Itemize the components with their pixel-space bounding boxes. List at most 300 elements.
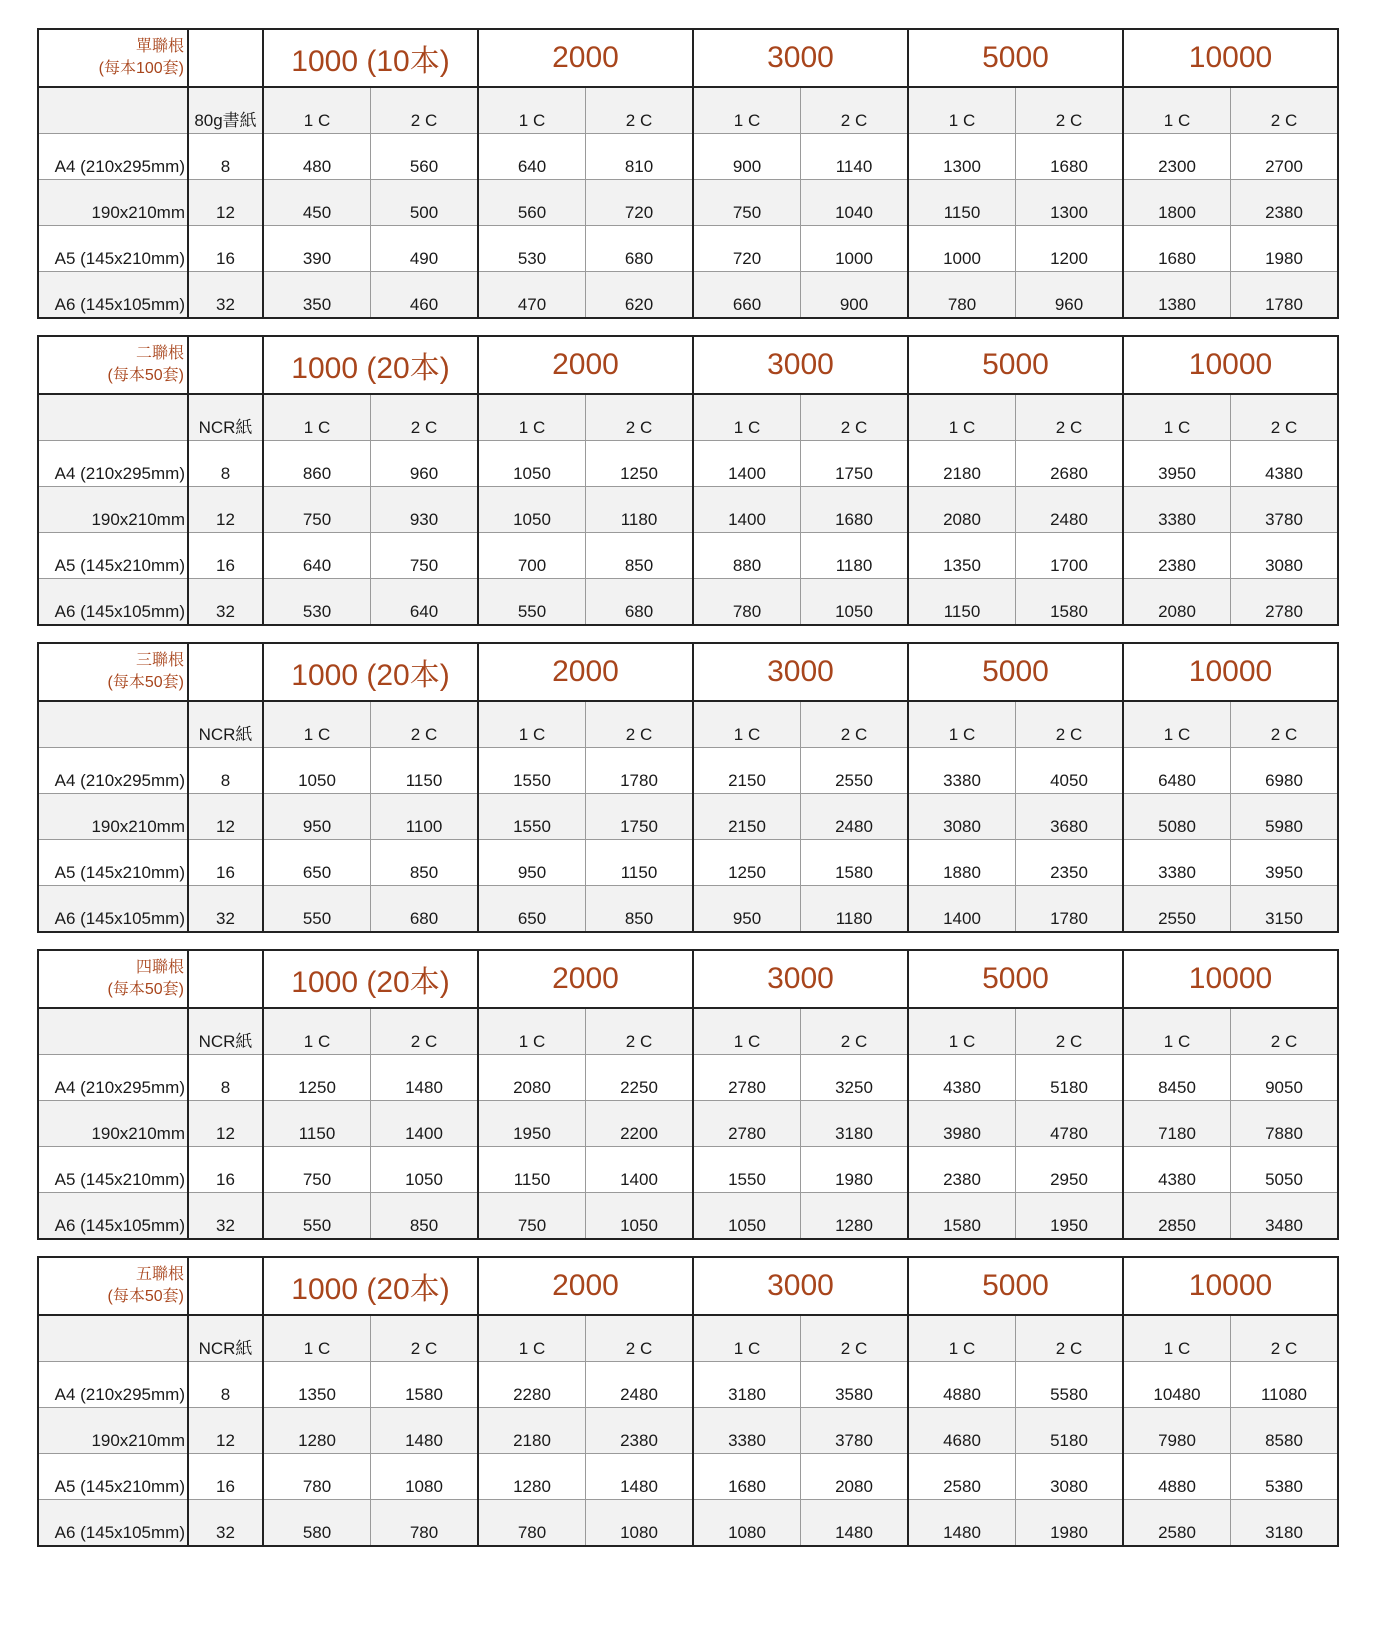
price-cell: 3080 bbox=[908, 794, 1016, 840]
price-cell: 7880 bbox=[1231, 1101, 1339, 1147]
price-cell: 2950 bbox=[1016, 1147, 1124, 1193]
quantity-header: 1000 (20本) bbox=[263, 1257, 478, 1315]
price-cell: 390 bbox=[263, 226, 371, 272]
price-cell: 2200 bbox=[586, 1101, 694, 1147]
price-cell: 1550 bbox=[478, 748, 586, 794]
price-cell: 7180 bbox=[1123, 1101, 1231, 1147]
quantity-header: 3000 bbox=[693, 336, 908, 394]
price-cell: 1680 bbox=[801, 487, 909, 533]
price-cell: 3380 bbox=[693, 1408, 801, 1454]
product-unit: (每本50套) bbox=[107, 674, 184, 691]
size-label: 190x210mm bbox=[38, 487, 188, 533]
price-cell: 4050 bbox=[1016, 748, 1124, 794]
quantity-header: 2000 bbox=[478, 336, 693, 394]
price-cell: 2700 bbox=[1231, 134, 1339, 180]
table-title bbox=[38, 643, 188, 701]
price-cell: 1550 bbox=[478, 794, 586, 840]
blank-cell bbox=[188, 336, 263, 394]
color-label-2c: 2 C bbox=[371, 1008, 479, 1055]
color-label-2c: 2 C bbox=[371, 1315, 479, 1362]
price-cell: 1050 bbox=[371, 1147, 479, 1193]
product-title: 四聯根 bbox=[135, 959, 184, 976]
page-count: 16 bbox=[188, 226, 263, 272]
price-cell: 1080 bbox=[693, 1500, 801, 1547]
size-label: A4 (210x295mm) bbox=[38, 134, 188, 180]
quantity-header: 3000 bbox=[693, 29, 908, 87]
price-cell: 1550 bbox=[693, 1147, 801, 1193]
price-cell: 1480 bbox=[371, 1055, 479, 1101]
price-cell: 2150 bbox=[693, 794, 801, 840]
price-cell: 1150 bbox=[586, 840, 694, 886]
price-cell: 3250 bbox=[801, 1055, 909, 1101]
size-label: 190x210mm bbox=[38, 1101, 188, 1147]
price-cell: 780 bbox=[693, 579, 801, 626]
page-count: 12 bbox=[188, 487, 263, 533]
color-label-1c: 1 C bbox=[478, 1008, 586, 1055]
price-cell: 550 bbox=[263, 886, 371, 933]
price-cell: 1480 bbox=[908, 1500, 1016, 1547]
table-row bbox=[38, 1500, 1338, 1547]
size-label: 190x210mm bbox=[38, 794, 188, 840]
quantity-header: 1000 (20本) bbox=[263, 336, 478, 394]
price-cell: 1100 bbox=[371, 794, 479, 840]
price-cell: 640 bbox=[371, 579, 479, 626]
price-cell: 650 bbox=[478, 886, 586, 933]
price-cell: 680 bbox=[586, 226, 694, 272]
table-row bbox=[38, 1101, 1338, 1147]
color-label-2c: 2 C bbox=[586, 1008, 694, 1055]
price-cell: 2480 bbox=[586, 1362, 694, 1408]
price-cell: 2180 bbox=[478, 1408, 586, 1454]
price-cell: 1250 bbox=[693, 840, 801, 886]
price-cell: 700 bbox=[478, 533, 586, 579]
page-count: 32 bbox=[188, 1193, 263, 1240]
color-label-1c: 1 C bbox=[263, 394, 371, 441]
size-label: A6 (145x105mm) bbox=[38, 886, 188, 933]
quantity-header: 2000 bbox=[478, 950, 693, 1008]
blank-cell bbox=[188, 643, 263, 701]
price-cell: 950 bbox=[263, 794, 371, 840]
page-count: 16 bbox=[188, 840, 263, 886]
size-label: A5 (145x210mm) bbox=[38, 840, 188, 886]
price-cell: 480 bbox=[263, 134, 371, 180]
price-cell: 850 bbox=[371, 840, 479, 886]
size-header bbox=[38, 87, 188, 134]
product-title: 二聯根 bbox=[135, 345, 184, 362]
price-cell: 900 bbox=[693, 134, 801, 180]
size-label: A6 (145x105mm) bbox=[38, 272, 188, 319]
size-label: A5 (145x210mm) bbox=[38, 1454, 188, 1500]
price-cell: 1980 bbox=[1231, 226, 1339, 272]
price-cell: 1950 bbox=[1016, 1193, 1124, 1240]
table-title bbox=[38, 29, 188, 87]
quantity-header: 5000 bbox=[908, 29, 1123, 87]
price-cell: 1180 bbox=[801, 533, 909, 579]
table-row bbox=[38, 226, 1338, 272]
color-label-2c: 2 C bbox=[586, 394, 694, 441]
price-cell: 3380 bbox=[908, 748, 1016, 794]
page-count: 32 bbox=[188, 1500, 263, 1547]
price-cell: 3180 bbox=[1231, 1500, 1339, 1547]
price-table bbox=[37, 949, 1339, 1240]
quantity-header: 1000 (10本) bbox=[263, 29, 478, 87]
paper-type: NCR紙 bbox=[188, 701, 263, 748]
table-row bbox=[38, 441, 1338, 487]
quantity-header: 3000 bbox=[693, 643, 908, 701]
paper-type: NCR紙 bbox=[188, 1315, 263, 1362]
product-unit: (每本50套) bbox=[107, 981, 184, 998]
price-cell: 3780 bbox=[801, 1408, 909, 1454]
price-cell: 1780 bbox=[586, 748, 694, 794]
price-cell: 1580 bbox=[371, 1362, 479, 1408]
table-title bbox=[38, 1257, 188, 1315]
color-label-2c: 2 C bbox=[1231, 701, 1339, 748]
size-header bbox=[38, 394, 188, 441]
product-title: 三聯根 bbox=[135, 652, 184, 669]
price-cell: 750 bbox=[693, 180, 801, 226]
price-cell: 450 bbox=[263, 180, 371, 226]
price-cell: 960 bbox=[371, 441, 479, 487]
price-cell: 2780 bbox=[693, 1101, 801, 1147]
quantity-header-row bbox=[38, 1257, 1338, 1315]
price-cell: 3980 bbox=[908, 1101, 1016, 1147]
page-count: 12 bbox=[188, 180, 263, 226]
price-cell: 6980 bbox=[1231, 748, 1339, 794]
price-cell: 1780 bbox=[1016, 886, 1124, 933]
price-cell: 10480 bbox=[1123, 1362, 1231, 1408]
price-cell: 5180 bbox=[1016, 1055, 1124, 1101]
price-cell: 750 bbox=[263, 487, 371, 533]
price-cell: 2480 bbox=[801, 794, 909, 840]
size-label: A4 (210x295mm) bbox=[38, 441, 188, 487]
color-label-1c: 1 C bbox=[263, 701, 371, 748]
table-row bbox=[38, 579, 1338, 626]
price-cell: 2300 bbox=[1123, 134, 1231, 180]
quantity-header: 10000 bbox=[1123, 643, 1338, 701]
color-header-row bbox=[38, 1008, 1338, 1055]
quantity-header: 10000 bbox=[1123, 1257, 1338, 1315]
color-label-1c: 1 C bbox=[908, 1315, 1016, 1362]
table-row bbox=[38, 1147, 1338, 1193]
page-count: 16 bbox=[188, 1454, 263, 1500]
price-cell: 11080 bbox=[1231, 1362, 1339, 1408]
product-unit: (每本50套) bbox=[107, 367, 184, 384]
table-row bbox=[38, 794, 1338, 840]
price-cell: 780 bbox=[263, 1454, 371, 1500]
price-cell: 2180 bbox=[908, 441, 1016, 487]
size-label: A5 (145x210mm) bbox=[38, 1147, 188, 1193]
quantity-header: 3000 bbox=[693, 950, 908, 1008]
color-label-2c: 2 C bbox=[371, 701, 479, 748]
quantity-header: 10000 bbox=[1123, 336, 1338, 394]
color-label-2c: 2 C bbox=[1231, 87, 1339, 134]
quantity-header: 10000 bbox=[1123, 950, 1338, 1008]
price-cell: 960 bbox=[1016, 272, 1124, 319]
price-cell: 1480 bbox=[586, 1454, 694, 1500]
color-label-1c: 1 C bbox=[693, 701, 801, 748]
color-header-row bbox=[38, 701, 1338, 748]
color-label-1c: 1 C bbox=[263, 87, 371, 134]
color-label-1c: 1 C bbox=[693, 1008, 801, 1055]
price-cell: 1000 bbox=[801, 226, 909, 272]
price-cell: 1150 bbox=[908, 579, 1016, 626]
price-cell: 1050 bbox=[586, 1193, 694, 1240]
price-cell: 500 bbox=[371, 180, 479, 226]
color-label-1c: 1 C bbox=[693, 1315, 801, 1362]
page-count: 8 bbox=[188, 1362, 263, 1408]
quantity-header: 3000 bbox=[693, 1257, 908, 1315]
price-cell: 3950 bbox=[1123, 441, 1231, 487]
color-label-2c: 2 C bbox=[801, 701, 909, 748]
size-label: 190x210mm bbox=[38, 180, 188, 226]
price-cell: 1250 bbox=[586, 441, 694, 487]
page-count: 16 bbox=[188, 533, 263, 579]
price-cell: 1180 bbox=[801, 886, 909, 933]
price-cell: 1050 bbox=[478, 441, 586, 487]
quantity-header: 2000 bbox=[478, 29, 693, 87]
color-label-1c: 1 C bbox=[1123, 394, 1231, 441]
price-cell: 550 bbox=[263, 1193, 371, 1240]
price-cell: 1750 bbox=[801, 441, 909, 487]
price-cell: 2380 bbox=[1231, 180, 1339, 226]
color-label-2c: 2 C bbox=[1016, 701, 1124, 748]
price-cell: 1400 bbox=[371, 1101, 479, 1147]
color-label-1c: 1 C bbox=[908, 1008, 1016, 1055]
color-label-1c: 1 C bbox=[1123, 701, 1231, 748]
price-cell: 1480 bbox=[371, 1408, 479, 1454]
price-cell: 1580 bbox=[801, 840, 909, 886]
table-row bbox=[38, 272, 1338, 319]
price-cell: 3950 bbox=[1231, 840, 1339, 886]
price-cell: 1150 bbox=[478, 1147, 586, 1193]
size-label: A6 (145x105mm) bbox=[38, 1193, 188, 1240]
price-cell: 1980 bbox=[801, 1147, 909, 1193]
color-label-2c: 2 C bbox=[801, 1315, 909, 1362]
price-cell: 850 bbox=[586, 533, 694, 579]
color-label-1c: 1 C bbox=[908, 701, 1016, 748]
quantity-header: 5000 bbox=[908, 336, 1123, 394]
price-cell: 3380 bbox=[1123, 487, 1231, 533]
color-label-1c: 1 C bbox=[478, 1315, 586, 1362]
price-cell: 580 bbox=[263, 1500, 371, 1547]
price-cell: 720 bbox=[693, 226, 801, 272]
quantity-header: 1000 (20本) bbox=[263, 643, 478, 701]
color-header-row bbox=[38, 87, 1338, 134]
product-unit: (每本50套) bbox=[107, 1288, 184, 1305]
quantity-header-row bbox=[38, 643, 1338, 701]
price-cell: 1280 bbox=[263, 1408, 371, 1454]
page-count: 8 bbox=[188, 1055, 263, 1101]
price-cell: 680 bbox=[586, 579, 694, 626]
price-cell: 850 bbox=[586, 886, 694, 933]
price-cell: 3480 bbox=[1231, 1193, 1339, 1240]
price-cell: 1580 bbox=[1016, 579, 1124, 626]
price-cell: 660 bbox=[693, 272, 801, 319]
price-cell: 860 bbox=[263, 441, 371, 487]
price-cell: 1400 bbox=[693, 441, 801, 487]
price-cell: 1800 bbox=[1123, 180, 1231, 226]
price-cell: 1300 bbox=[908, 134, 1016, 180]
price-cell: 1000 bbox=[908, 226, 1016, 272]
price-cell: 950 bbox=[478, 840, 586, 886]
color-header-row bbox=[38, 1315, 1338, 1362]
color-label-2c: 2 C bbox=[586, 1315, 694, 1362]
price-cell: 1880 bbox=[908, 840, 1016, 886]
size-header bbox=[38, 1008, 188, 1055]
price-cell: 3680 bbox=[1016, 794, 1124, 840]
price-cell: 5980 bbox=[1231, 794, 1339, 840]
page-count: 12 bbox=[188, 794, 263, 840]
size-label: A6 (145x105mm) bbox=[38, 579, 188, 626]
price-cell: 2550 bbox=[801, 748, 909, 794]
color-label-1c: 1 C bbox=[478, 87, 586, 134]
quantity-header: 1000 (20本) bbox=[263, 950, 478, 1008]
table-row bbox=[38, 1193, 1338, 1240]
color-label-1c: 1 C bbox=[478, 701, 586, 748]
quantity-header: 2000 bbox=[478, 1257, 693, 1315]
price-cell: 2080 bbox=[908, 487, 1016, 533]
price-cell: 1200 bbox=[1016, 226, 1124, 272]
color-header-row bbox=[38, 394, 1338, 441]
price-cell: 810 bbox=[586, 134, 694, 180]
price-cell: 3080 bbox=[1231, 533, 1339, 579]
price-cell: 1400 bbox=[693, 487, 801, 533]
paper-type: 80g書紙 bbox=[188, 87, 263, 134]
color-label-1c: 1 C bbox=[1123, 87, 1231, 134]
color-label-2c: 2 C bbox=[1231, 1008, 1339, 1055]
blank-cell bbox=[188, 950, 263, 1008]
price-cell: 1050 bbox=[801, 579, 909, 626]
table-row bbox=[38, 487, 1338, 533]
price-cell: 750 bbox=[478, 1193, 586, 1240]
price-cell: 2080 bbox=[1123, 579, 1231, 626]
price-cell: 2680 bbox=[1016, 441, 1124, 487]
price-cell: 7980 bbox=[1123, 1408, 1231, 1454]
color-label-1c: 1 C bbox=[263, 1315, 371, 1362]
color-label-1c: 1 C bbox=[908, 394, 1016, 441]
price-table bbox=[37, 1256, 1339, 1547]
price-cell: 780 bbox=[371, 1500, 479, 1547]
color-label-2c: 2 C bbox=[1231, 394, 1339, 441]
price-cell: 1350 bbox=[908, 533, 1016, 579]
color-label-2c: 2 C bbox=[371, 394, 479, 441]
quantity-header: 10000 bbox=[1123, 29, 1338, 87]
table-row bbox=[38, 840, 1338, 886]
size-label: A5 (145x210mm) bbox=[38, 226, 188, 272]
price-cell: 780 bbox=[908, 272, 1016, 319]
price-cell: 1400 bbox=[908, 886, 1016, 933]
table-title bbox=[38, 950, 188, 1008]
color-label-1c: 1 C bbox=[263, 1008, 371, 1055]
price-cell: 650 bbox=[263, 840, 371, 886]
price-cell: 1050 bbox=[693, 1193, 801, 1240]
price-cell: 640 bbox=[478, 134, 586, 180]
size-label: A4 (210x295mm) bbox=[38, 748, 188, 794]
color-label-2c: 2 C bbox=[586, 701, 694, 748]
price-cell: 3580 bbox=[801, 1362, 909, 1408]
price-cell: 4880 bbox=[908, 1362, 1016, 1408]
table-row bbox=[38, 180, 1338, 226]
price-cell: 5180 bbox=[1016, 1408, 1124, 1454]
price-cell: 6480 bbox=[1123, 748, 1231, 794]
price-cell: 1980 bbox=[1016, 1500, 1124, 1547]
table-row bbox=[38, 533, 1338, 579]
price-cell: 750 bbox=[371, 533, 479, 579]
size-label: A5 (145x210mm) bbox=[38, 533, 188, 579]
price-cell: 1280 bbox=[478, 1454, 586, 1500]
price-cell: 2780 bbox=[693, 1055, 801, 1101]
price-cell: 2080 bbox=[801, 1454, 909, 1500]
page-count: 8 bbox=[188, 441, 263, 487]
color-label-2c: 2 C bbox=[586, 87, 694, 134]
price-cell: 8580 bbox=[1231, 1408, 1339, 1454]
table-row bbox=[38, 1454, 1338, 1500]
color-label-2c: 2 C bbox=[1016, 394, 1124, 441]
quantity-header: 2000 bbox=[478, 643, 693, 701]
color-label-1c: 1 C bbox=[693, 394, 801, 441]
page-count: 32 bbox=[188, 579, 263, 626]
price-cell: 2380 bbox=[908, 1147, 1016, 1193]
page-count: 8 bbox=[188, 748, 263, 794]
price-cell: 1950 bbox=[478, 1101, 586, 1147]
price-cell: 1680 bbox=[693, 1454, 801, 1500]
price-cell: 1680 bbox=[1016, 134, 1124, 180]
price-cell: 8450 bbox=[1123, 1055, 1231, 1101]
price-cell: 2550 bbox=[1123, 886, 1231, 933]
price-cell: 680 bbox=[371, 886, 479, 933]
price-cell: 560 bbox=[478, 180, 586, 226]
price-cell: 1480 bbox=[801, 1500, 909, 1547]
price-cell: 950 bbox=[693, 886, 801, 933]
price-table bbox=[37, 335, 1339, 626]
price-cell: 560 bbox=[371, 134, 479, 180]
table-title bbox=[38, 336, 188, 394]
product-title: 五聯根 bbox=[135, 1266, 184, 1283]
price-cell: 1380 bbox=[1123, 272, 1231, 319]
table-row bbox=[38, 1408, 1338, 1454]
table-row bbox=[38, 748, 1338, 794]
color-label-2c: 2 C bbox=[801, 1008, 909, 1055]
price-cell: 780 bbox=[478, 1500, 586, 1547]
price-cell: 4680 bbox=[908, 1408, 1016, 1454]
color-label-1c: 1 C bbox=[1123, 1008, 1231, 1055]
price-cell: 1150 bbox=[908, 180, 1016, 226]
price-table bbox=[37, 28, 1339, 319]
price-cell: 3080 bbox=[1016, 1454, 1124, 1500]
price-cell: 550 bbox=[478, 579, 586, 626]
price-cell: 350 bbox=[263, 272, 371, 319]
price-cell: 1040 bbox=[801, 180, 909, 226]
price-cell: 5380 bbox=[1231, 1454, 1339, 1500]
price-cell: 2480 bbox=[1016, 487, 1124, 533]
quantity-header-row bbox=[38, 29, 1338, 87]
price-cell: 2350 bbox=[1016, 840, 1124, 886]
price-cell: 490 bbox=[371, 226, 479, 272]
price-cell: 1350 bbox=[263, 1362, 371, 1408]
size-label: A6 (145x105mm) bbox=[38, 1500, 188, 1547]
price-cell: 880 bbox=[693, 533, 801, 579]
price-cell: 2080 bbox=[478, 1055, 586, 1101]
color-label-2c: 2 C bbox=[1231, 1315, 1339, 1362]
price-cell: 750 bbox=[263, 1147, 371, 1193]
paper-type: NCR紙 bbox=[188, 394, 263, 441]
product-title: 單聯根 bbox=[135, 38, 184, 55]
price-cell: 720 bbox=[586, 180, 694, 226]
price-cell: 2250 bbox=[586, 1055, 694, 1101]
size-label: A4 (210x295mm) bbox=[38, 1055, 188, 1101]
price-cell: 620 bbox=[586, 272, 694, 319]
page-count: 12 bbox=[188, 1101, 263, 1147]
